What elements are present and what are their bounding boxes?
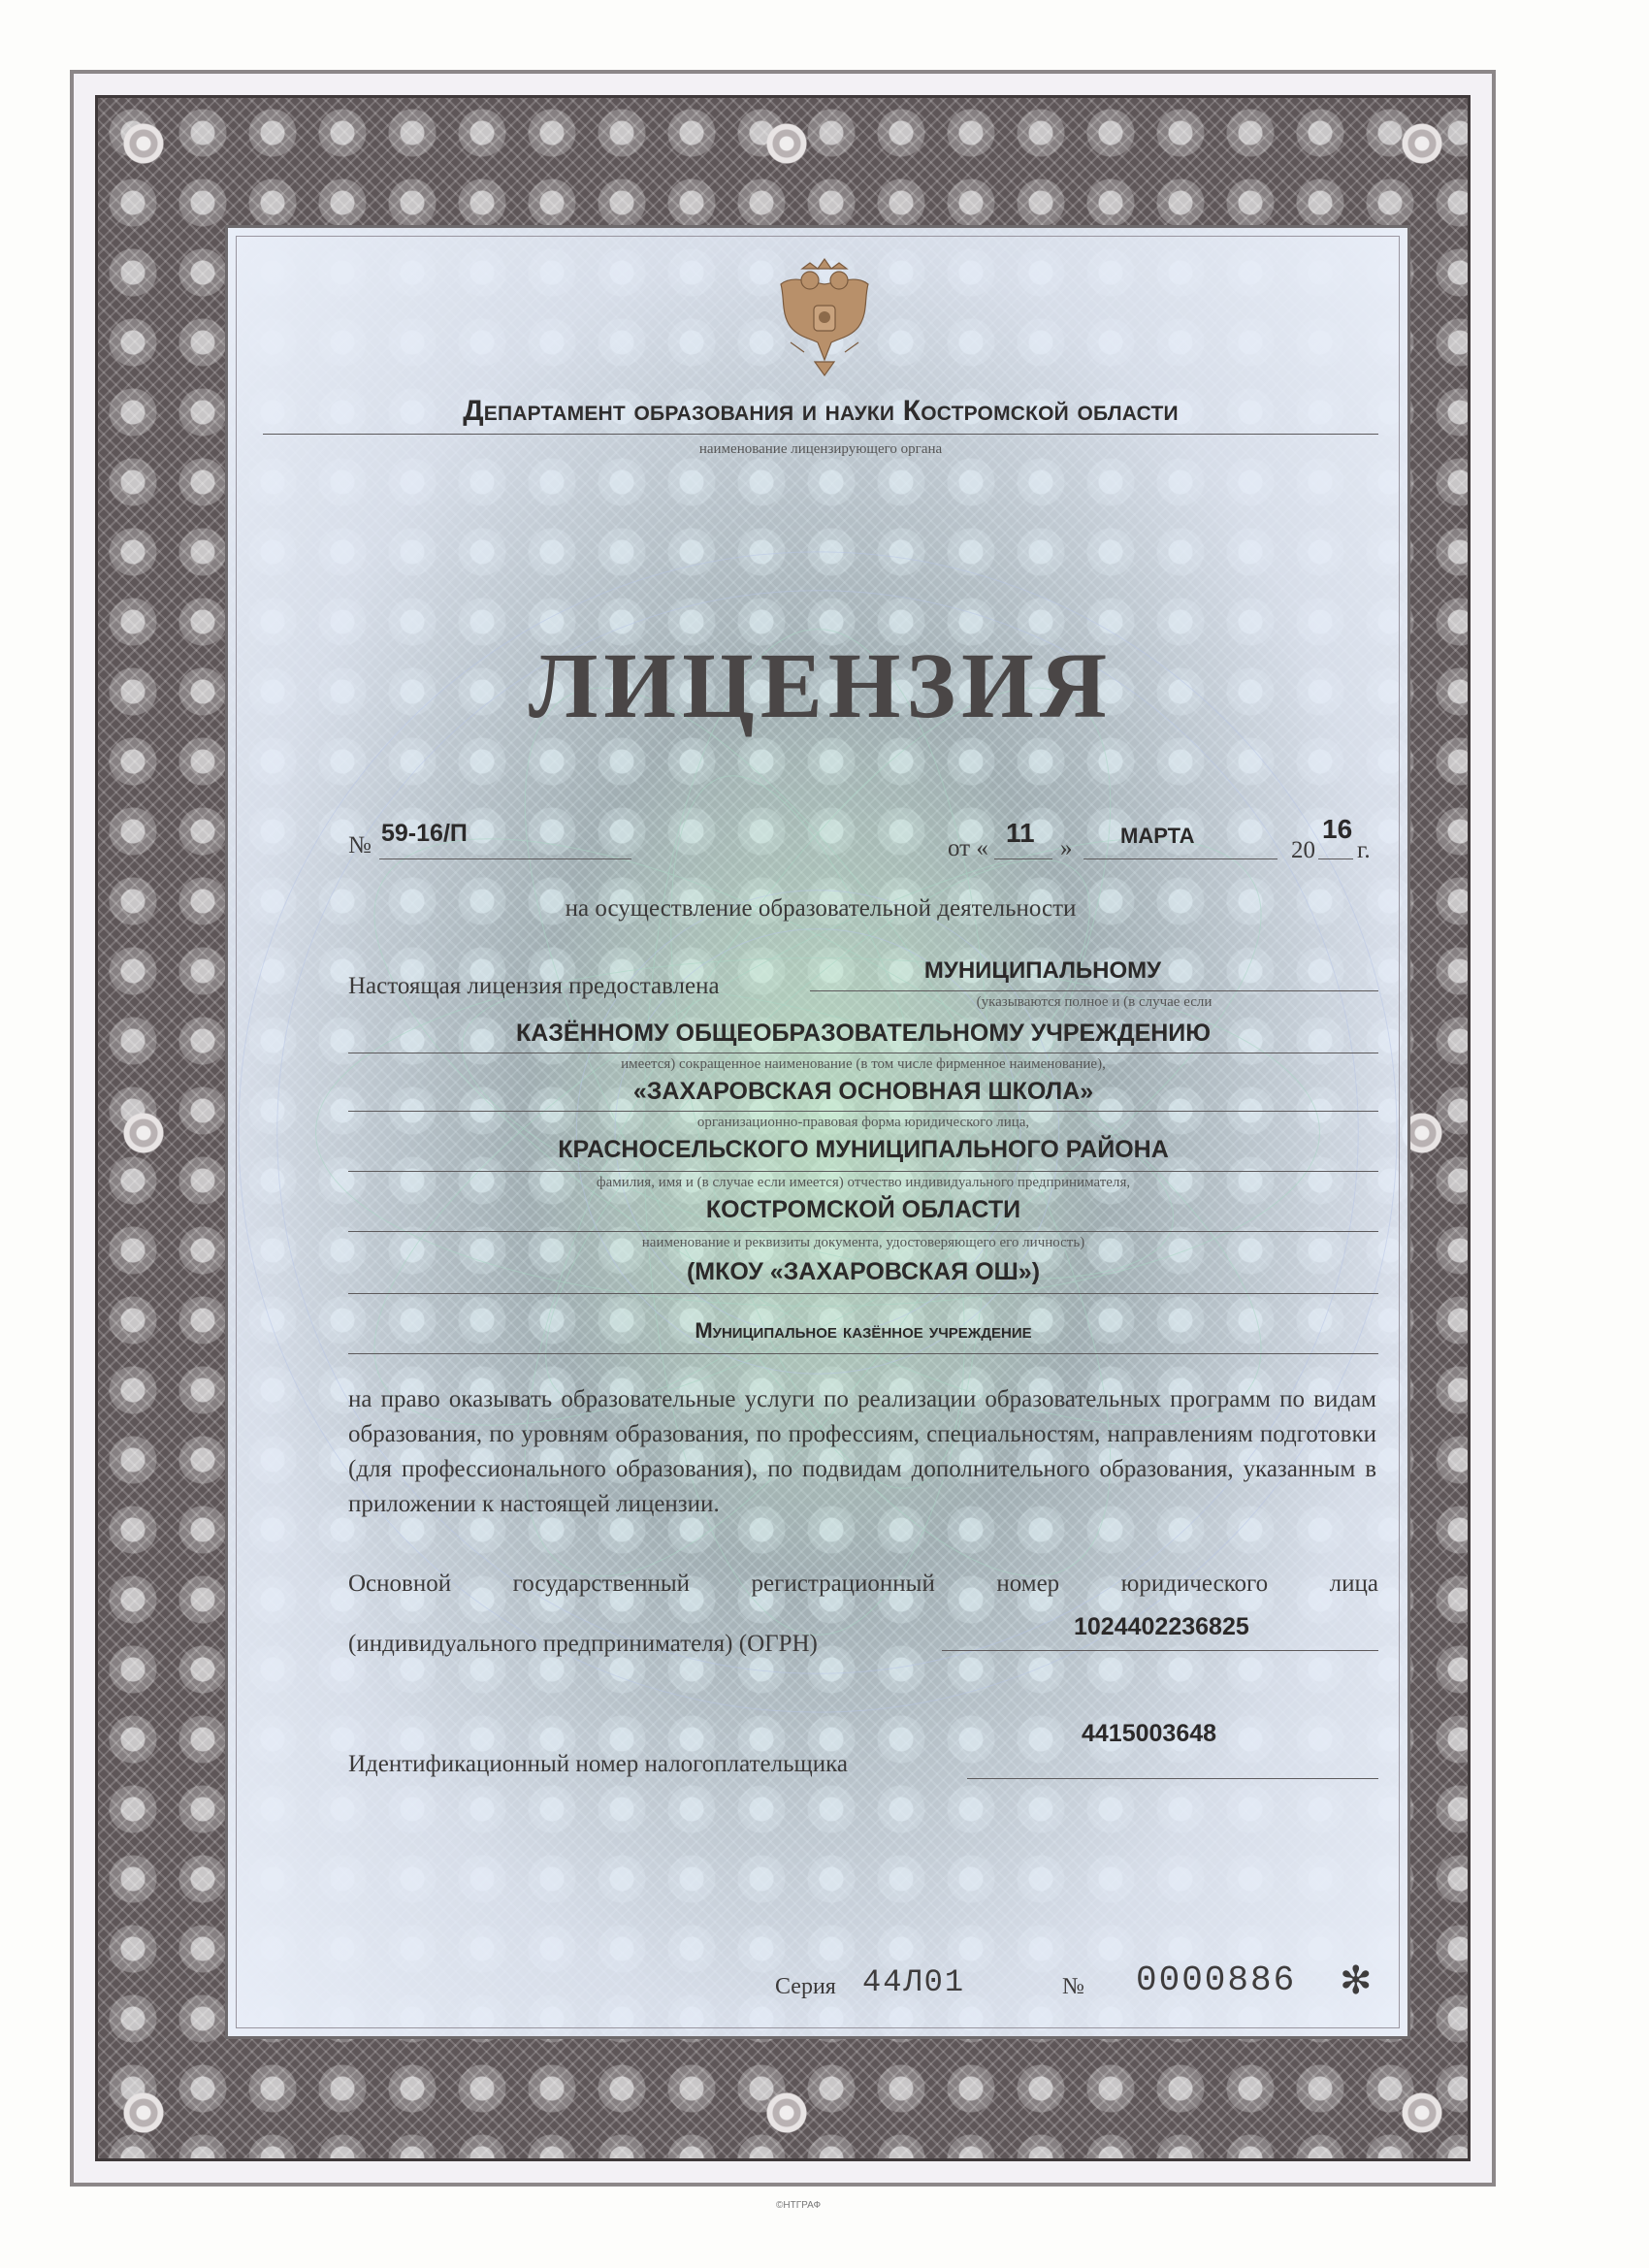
grantee-line-2: КАЗЁННОМУ ОБЩЕОБРАЗОВАТЕЛЬНОМУ УЧРЕЖДЕНИЮ xyxy=(515,1020,1212,1047)
licensing-authority-name xyxy=(263,395,1378,428)
ogrn-value: 1024402236825 xyxy=(1074,1613,1249,1640)
authority-underline xyxy=(263,434,1378,435)
grantee-lead: Настоящая лицензия предоставлена xyxy=(348,973,720,999)
year-prefix: 20 xyxy=(1291,837,1315,863)
authority-caption: наименование лицензирующего органа xyxy=(698,441,943,457)
blank-number-label: № xyxy=(1062,1974,1084,1999)
grantee-line-4: КРАСНОСЕЛЬСКОГО МУНИЦИПАЛЬНОГО РАЙОНА xyxy=(558,1136,1169,1163)
series-value: 44Л01 xyxy=(862,1964,966,2000)
ogrn-underline xyxy=(942,1650,1378,1651)
date-prefix: от « xyxy=(948,835,988,861)
security-mark-icon: ✻ xyxy=(1340,1959,1373,2003)
year-end: г. xyxy=(1357,837,1371,863)
grantee-line-6-underline xyxy=(348,1293,1378,1294)
license-day: 11 xyxy=(1006,818,1035,848)
border-ornament xyxy=(1401,2091,1443,2134)
license-year: 16 xyxy=(1322,814,1353,844)
grantee-caption-4: фамилия, имя и (в случае если имеется) отчество индивидуального предпринимателя, xyxy=(596,1175,1131,1190)
border-ornament xyxy=(122,122,165,165)
grantee-line-6: (МКОУ «ЗАХАРОВСКАЯ ОШ») xyxy=(686,1258,1041,1285)
series-label: Серия xyxy=(775,1974,836,1999)
grantee-caption-5: наименование и реквизиты документа, удостоверяющего его личность) xyxy=(641,1235,1085,1250)
grantee-line-3: «ЗАХАРОВСКАЯ ОСНОВНАЯ ШКОЛА» xyxy=(632,1078,1094,1105)
inn-underline xyxy=(967,1778,1378,1779)
border-ornament xyxy=(1401,122,1443,165)
inn-label: Идентификационный номер налогоплательщика xyxy=(348,1751,849,1777)
border-ornament xyxy=(122,1112,165,1154)
grantee-caption-1: (указываются полное и (в случае если xyxy=(976,994,1212,1010)
grantee-line-5-underline xyxy=(348,1231,1378,1232)
rights-paragraph: на право оказывать образовательные услуги по реализации образовательных программ по видам образования, по уровням образования, по профессиям, специальностям, направлениям подготовки (для профессионального образования), по подвидам дополнительного образования, указанным в приложении к настоящей лицензии. xyxy=(348,1386,1376,1517)
coat-of-arms-icon xyxy=(771,255,878,379)
license-number: 59-16/П xyxy=(381,820,468,847)
certificate-sheet xyxy=(70,70,1496,2187)
grantee-line-5: КОСТРОМСКОЙ ОБЛАСТИ xyxy=(705,1196,1021,1223)
blank-number: 0000886 xyxy=(1136,1960,1297,2000)
border-ornament xyxy=(122,2091,165,2134)
border-ornament xyxy=(765,122,808,165)
license-month: МАРТА xyxy=(1120,824,1195,848)
document-title: ЛИЦЕНЗИЯ xyxy=(528,633,1114,737)
grantee-line-7: Муниципальное казённое учреждение xyxy=(695,1318,1032,1343)
inn-value: 4415003648 xyxy=(1082,1720,1217,1747)
date-quote-close: » xyxy=(1060,835,1073,861)
printer-mark: ©НТГРАФ xyxy=(776,2200,822,2211)
document-field xyxy=(225,225,1410,2039)
grantee-caption-2: имеется) сокращенное наименование (в том числе фирменное наименование), xyxy=(621,1056,1106,1072)
ogrn-label-line-1: Основной государственный регистрационный номер юридического лица xyxy=(348,1571,1378,1597)
grantee-line-7-underline xyxy=(348,1353,1378,1354)
license-number-prefix: № xyxy=(348,832,372,859)
grantee-line-4-underline xyxy=(348,1171,1378,1172)
activity-text: на осуществление образовательной деятельности xyxy=(565,895,1077,922)
grantee-line-1: МУНИЦИПАЛЬНОМУ xyxy=(923,957,1162,984)
authority-name-text: Департамент образования и науки Костромской области xyxy=(463,395,1179,427)
grantee-line-3-underline xyxy=(348,1111,1378,1112)
grantee-caption-3: организационно-правовая форма юридического лица, xyxy=(696,1115,1030,1130)
ogrn-label-line-2: (индивидуального предпринимателя) (ОГРН) xyxy=(348,1631,818,1657)
border-ornament xyxy=(765,2091,808,2134)
grantee-line-1-underline xyxy=(810,990,1378,991)
